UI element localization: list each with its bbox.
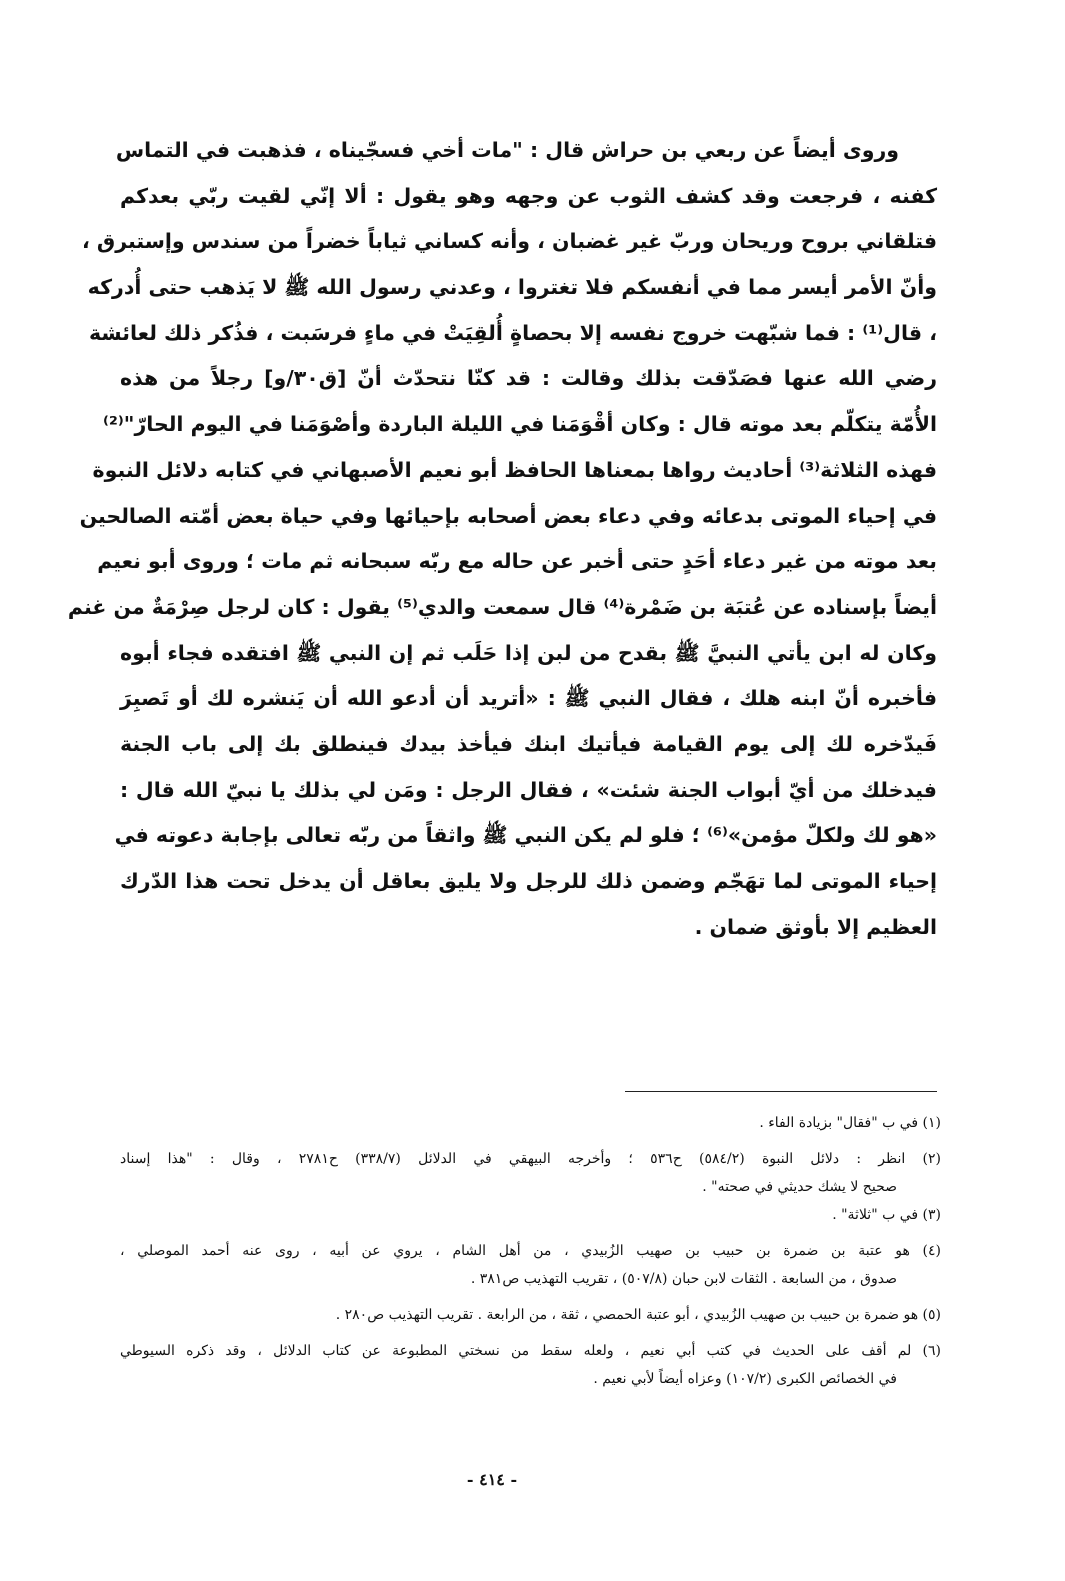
main-text-line: فهذه الثلاثة⁽³⁾ أحاديث رواها بمعناها الحافظ أبو نعيم الأصبهاني في كتابه دلائل النبوة [92,457,937,482]
main-text-line: أيضاً بإسناده عن عُتبَة بن ضَمْرة⁽⁴⁾ قال سمعت والدي⁽⁵⁾ يقول : كان لرجل صِرْمَةٌ من غنم [67,594,937,619]
footnote-5: (٥) هو ضمرة بن حبيب بن صهيب الزُبيدي ، أبو عتبة الحمصي ، ثقة ، من الرابعة . تقريب التهذيب ص٢٨٠ . [335,1307,941,1323]
main-text-line: ، قال⁽¹⁾ : فما شبّهت خروج نفسه إلا بحصاةٍ أُلقِيَتْ في ماءٍ فرسَبت ، فذُكر ذلك لعائشة [88,320,937,345]
main-text-line: فأخبره أنّ ابنه هلك ، فقال النبي ﷺ : «أتريد أن أدعو الله أن يَنشره لك أو تَصبِرَ [120,686,937,711]
footnote-2: (٢) انظر : دلائل النبوة (٥٨٤/٢) ح٥٣٦ ؛ وأخرجه البيهقي في الدلائل (٣٣٨/٧) ح٢٧٨١ ، وقال : "هذا إسناد [120,1151,941,1167]
page-number: - ٤١٤ - [466,1470,518,1489]
main-text-block [67,128,937,950]
main-text-line: رضي الله عنها فصَدّقت بذلك وقالت : قد كنّا نتحدّث أنّ [ق٣٠/و] رجلاً من هذه [120,366,937,391]
main-text-line: إحياء الموتى لما تهَجّم وضمن ذلك للرجل ولا يليق بعاقل أن يدخل تحت هذا الدّرك [120,869,937,893]
main-text-line: العظيم إلا بأوثق ضمان . [694,914,937,939]
footnote-3: (٣) في ب "ثلاثة" . [832,1207,941,1223]
main-text-line: وروى أيضاً عن ربعي بن حراش قال : "مات أخي فسجّيناه ، فذهبت في التماس [115,138,899,162]
main-text-line: فتلقاني بروح وريحان وربّ غير غضبان ، وأنه كساني ثياباً خضراً من سندس وإستبرق ، [81,229,937,254]
footnote-4: (٤) هو عتبة بن ضمرة بن حبيب بن صهيب الزُبيدي ، من أهل الشام ، يروي عن أبيه ، روى عنه أحمد الموصلي ، [120,1243,941,1259]
footnotes-block [120,1109,941,1393]
main-text-line: فَيدّخره لك إلى يوم القيامة فيأتيك ابنك فيأخذ بيدك فينطلق بك إلى باب الجنة [120,731,937,756]
footnote-2-continuation: صحيح لا يشك حديثي في صحته" . [702,1179,897,1195]
footnote-6-continuation: في الخصائص الكبرى (١٠٧/٢) وعزاه أيضاً لأبي نعيم . [593,1371,897,1387]
footnote-1: (١) في ب "فقال" بزيادة الفاء . [759,1115,941,1131]
main-text-line: الأُمّة يتكلّم بعد موته قال : وكان أقْوَمَنا في الليلة الباردة وأصْوَمَنا في اليوم الحارّ"⁽²⁾ [102,412,937,437]
main-text-line: وأنّ الأمر أيسر مما في أنفسكم فلا تغتروا ، وعدني رسول الله ﷺ لا يَذهب حتى أُدركه [87,275,937,300]
main-text-line: في إحياء الموتى بدعائه وفي دعاء بعض أصحابه بإحيائها وفي حياة بعض أمّته الصالحين [79,503,937,528]
main-text-line: «هو لك ولكلّ مؤمن»⁽⁶⁾ ؛ فلو لم يكن النبي ﷺ واثقاً من ربّه تعالى بإجابة دعوته في [114,823,937,848]
main-text-line: فيدخلك من أيّ أبواب الجنة شئت» ، فقال الرجل : ومَن لي بذلك يا نبيّ الله قال : [120,777,937,802]
main-text-line: بعد موته من غير دعاء أحَدٍ حتى أخبر عن حاله مع ربّه سبحانه ثم مات ؛ وروى أبو نعيم [97,549,937,574]
footnote-6: (٦) لم أقف على الحديث في كتب أبي نعيم ، ولعله سقط من نسختي المطبوعة عن كتاب الدلائل ، وقد ذكره السيوطي [120,1343,941,1359]
main-text-line: وكان له ابن يأتي النبيَّ ﷺ بقدح من لبن إذا حَلَب ثم إن النبي ﷺ افتقده فجاء أبوه [120,640,937,665]
footnote-4-continuation: صدوق ، من السابعة . الثقات لابن حبان (٥٠٧/٨) ، تقريب التهذيب ص٣٨١ . [470,1271,897,1287]
footnote-divider [625,1091,937,1092]
main-text-line: كفنه ، فرجعت وقد كشف الثوب عن وجهه وهو يقول : ألا إنّي لقيت ربّي بعدكم [120,183,937,208]
